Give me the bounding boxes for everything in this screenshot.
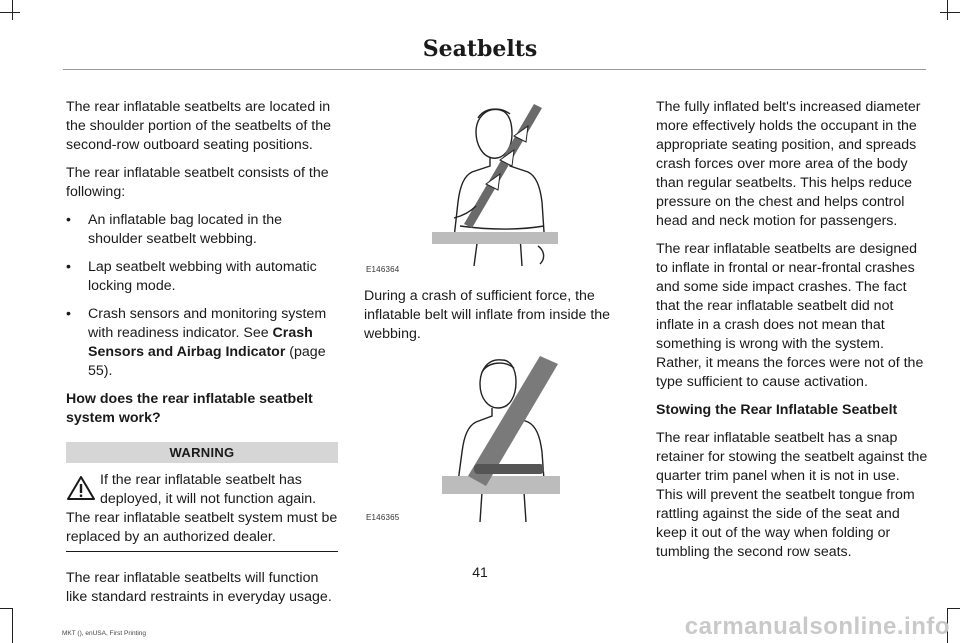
warning-text: If the rear inflatable seatbelt has deployed, it will not function again. The rear inflatable seatbelt system must be replaced by an authorized dealer. (66, 472, 338, 545)
page-reference: (page 55). (88, 344, 326, 379)
warning-divider (66, 551, 338, 552)
crop-mark-bottom-left-h (0, 608, 12, 609)
crop-mark-top-right-v (947, 0, 948, 20)
stowing-paragraph: The rear inflatable seatbelt has a snap retainer for stowing the seatbelt against the quarter trim panel when it is not in use. This will prevent the seatbelt tongue from rattling against the side of the seat and keep it out of the way when folding or tumbling the second row seats. (656, 430, 928, 560)
inflated-belt-paragraph: The fully inflated belt's increased diameter more effectively holds the occupant in the appropriate seating position, and spreads crash forces over more area of the body than regular seatbelts. This helps reduce pressure on the chest and helps control head and neck motion for passengers. (656, 99, 921, 229)
column-middle (364, 287, 612, 353)
warning-triangle-icon (66, 475, 96, 501)
inflated-belt-illustration (440, 352, 565, 522)
inflation-paragraph: During a crash of sufficient force, the inflatable belt will inflate from inside the webbing. (364, 288, 611, 342)
components-intro: The rear inflatable seatbelt consists of the following: (66, 165, 329, 200)
components-list (66, 211, 338, 381)
design-paragraph: The rear inflatable seatbelts are designed to inflate in frontal or near-frontal crashes and some side impact crashes. The fact that the rear inflatable seatbelt did not inflate in a crash does not mean that something is wrong with the system. Rather, it means the forces were not of the type sufficient to cause activation. (656, 241, 924, 390)
bullet-glyph: • (66, 306, 71, 322)
warning-block (66, 471, 338, 547)
list-item: • Crash sensors and monitoring system with readiness indicator. See Crash Sensors and Airbag Indicator (page 55). (66, 306, 327, 379)
crop-mark-top-right-h (940, 12, 960, 13)
title-divider (63, 69, 926, 70)
page-number: 41 (472, 564, 488, 580)
section-heading: How does the rear inflatable seatbelt system work? (66, 391, 313, 426)
cross-reference-link[interactable]: Crash Sensors and Airbag Indicator (88, 325, 313, 360)
list-item: • An inflatable bag located in the shoulder seatbelt webbing. (66, 212, 283, 247)
figure-code: E146365 (366, 513, 400, 522)
watermark: carmanualsonline.info (684, 613, 950, 640)
section-heading: Stowing the Rear Inflatable Seatbelt (656, 402, 898, 418)
crop-mark-top-left-v (12, 0, 13, 20)
warning-banner: WARNING (66, 442, 338, 463)
usage-paragraph: The rear inflatable seatbelts will function like standard restraints in everyday usage. (66, 570, 332, 605)
list-item: • Lap seatbelt webbing with automatic locking mode. (66, 259, 317, 294)
crop-mark-bottom-right-h (947, 608, 960, 609)
intro-paragraph: The rear inflatable seatbelts are located in the shoulder portion of the seatbelts of the second-row outboard seating positions. (66, 99, 332, 153)
page-title: Seatbelts (422, 36, 538, 62)
bullet-glyph: • (66, 212, 71, 228)
column-right (656, 98, 928, 571)
figure-code: E146364 (366, 265, 400, 274)
column-left (66, 98, 338, 616)
edition-footer: MKT (), enUSA, First Printing (62, 630, 147, 637)
bullet-glyph: • (66, 259, 71, 275)
crop-mark-bottom-left-v (12, 608, 13, 643)
crop-mark-top-left-h (0, 12, 20, 13)
inflatable-belt-inflating-illustration (430, 96, 560, 266)
